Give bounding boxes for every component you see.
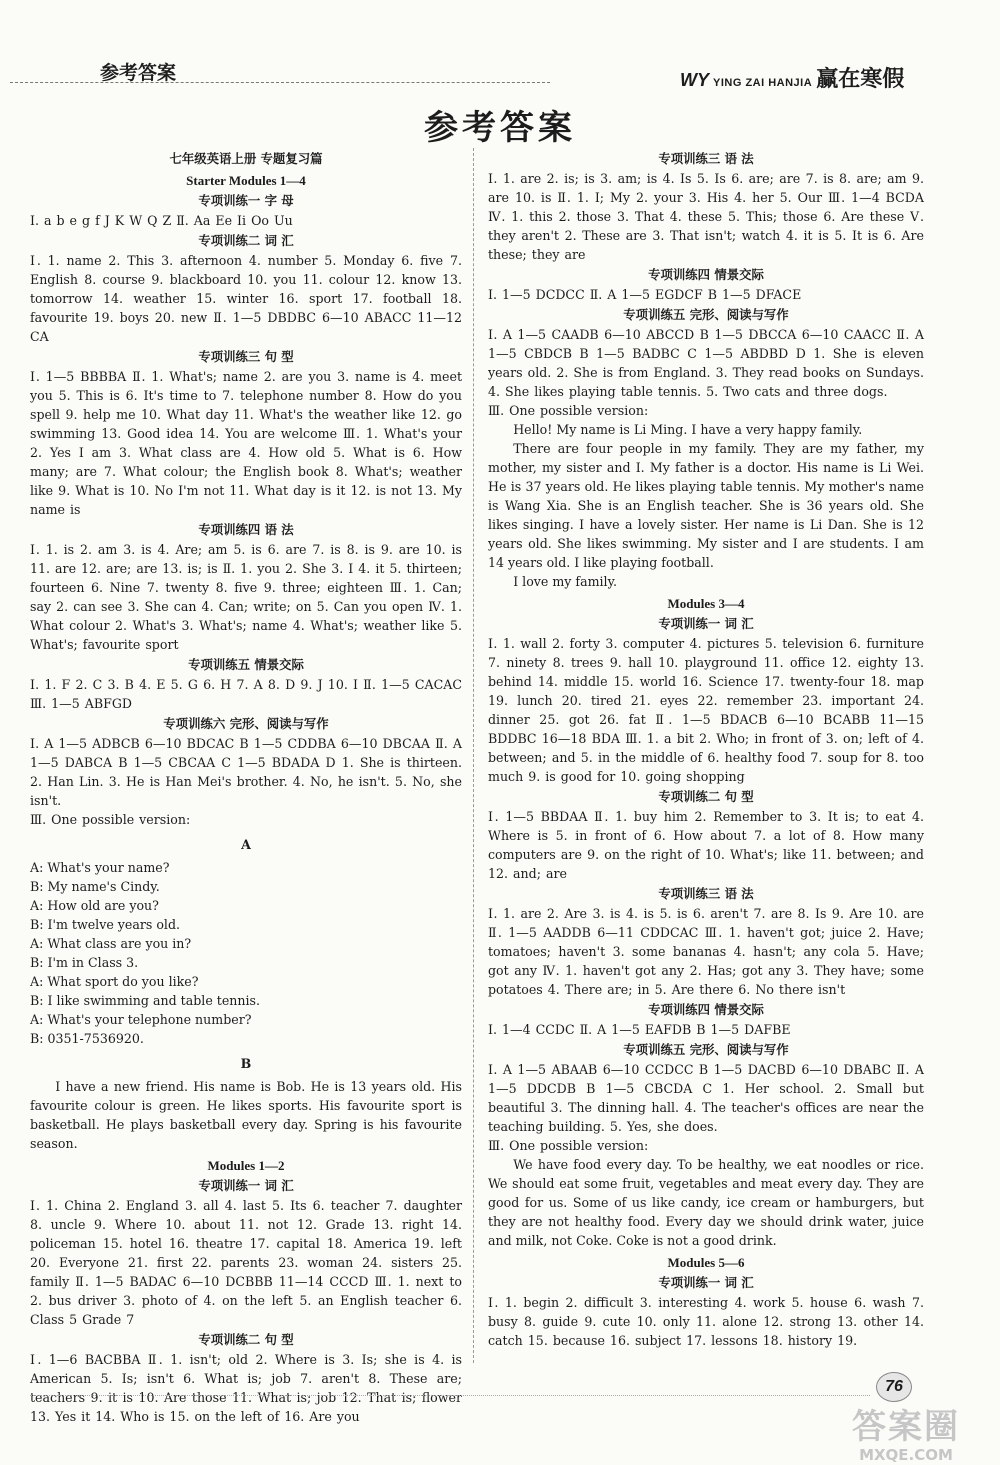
- brand-logo: [680, 62, 904, 93]
- watermark: [826, 1408, 986, 1464]
- footer-rule: [30, 1395, 870, 1396]
- section-heading: 专项训练二 句 型: [198, 1332, 294, 1347]
- answer-paragraph: Ⅲ. One possible version:: [488, 403, 649, 418]
- section-heading: 专项训练四 语 法: [198, 522, 294, 537]
- section-heading: 专项训练三 语 法: [658, 151, 754, 166]
- page-title: 参考答案: [424, 108, 576, 148]
- dialogue-line: B: I'm in Class 3.: [30, 955, 139, 970]
- essay-paragraph: There are four people in my family. They are my father, my mother, my sister and I. My father is a doctor. His name is Li Wei. He is 37 years old. He likes playing table tennis. My mother's name is Wang Xia. She is an English teacher. She is 36 years old. She likes singing. I have a lovely sister. Her name is Li Dan. She is 12 years old. She likes swimming. My sister and I are students. I am 14 years old. I like playing football.: [488, 441, 924, 570]
- answer-paragraph: Ⅰ. 1. F 2. C 3. B 4. E 5. G 6. H 7. A 8. D 9. J 10. I Ⅱ. 1—5 CACAC Ⅲ. 1—5 ABFGD: [30, 677, 462, 711]
- brand-wy: WY: [680, 70, 709, 90]
- dialogue-line: A: How old are you?: [30, 898, 159, 913]
- answer-paragraph: Ⅲ. One possible version:: [488, 1138, 649, 1153]
- answer-paragraph: Ⅲ. One possible version:: [30, 812, 191, 827]
- section-heading: 专项训练五 完形、阅读与写作: [623, 1042, 789, 1057]
- watermark-logo-text: 答案圈: [852, 1407, 960, 1447]
- essay-paragraph: We have food every day. To be healthy, we eat noodles or rice. We should eat some fruit, vegetables and meat every day. They are good for us. Some of us like candy, ice cream or hamburgers, but they are not healthy food. Every day we should drink water, juice and milk, not Coke. Coke is not a good drink.: [488, 1157, 924, 1248]
- answer-paragraph: Ⅰ. A 1—5 ABAAB 6—10 CCDCC B 1—5 DACBD 6—10 DBABC Ⅱ. A 1—5 DDCDB B 1—5 CBCDA C 1. Her school. 2. Small but beautiful 3. The dinning hall. 4. The teacher's offices are near the teaching building. 5. Yes, she does.: [488, 1062, 924, 1134]
- dialogue-line: B: I like swimming and table tennis.: [30, 993, 261, 1008]
- answer-paragraph: Ⅰ. 1—4 CCDC Ⅱ. A 1—5 EAFDB B 1—5 DAFBE: [488, 1022, 791, 1037]
- answer-paragraph: Ⅰ. 1—5 BBDAA Ⅱ. 1. buy him 2. Remember to 3. It is; to eat 4. Where is 5. in front of 6. How about 7. a lot of 8. How many computers are 9. on the right of 10. What's; like 11. between; and 12. and; are: [488, 809, 924, 881]
- module-heading: Starter Modules 1—4: [186, 173, 306, 188]
- section-heading: 专项训练三 语 法: [658, 886, 754, 901]
- module-heading: Modules 5—6: [667, 1255, 745, 1270]
- section-heading: 专项训练一 词 汇: [658, 616, 754, 631]
- section-heading: 专项训练五 完形、阅读与写作: [623, 307, 789, 322]
- section-heading: 专项训练五 情景交际: [188, 657, 304, 672]
- section-heading: 专项训练三 句 型: [198, 349, 294, 364]
- answer-paragraph: Ⅰ. 1—5 BBBBA Ⅱ. 1. What's; name 2. are you 3. name is 4. meet you 5. This is 6. It's time to 7. telephone number 8. How do you spell 9. help me 10. What day 11. What's the weather like 12. go swimming 13. Good idea 14. You are welcome Ⅲ. 1. What's your 2. Yes I am 3. What class are 4. How old 5. What is 6. How many; are 7. What colour; the English book 8. What's; weather like 9. What is 10. No I'm not 11. What day is it 12. is not 13. My name is: [30, 369, 462, 517]
- sub-heading: A: [241, 837, 251, 852]
- answer-paragraph: Ⅰ. 1. are 2. is; is 3. am; is 4. Is 5. Is 6. are; are 7. is 8. are; am 9. are 10. is Ⅱ. 1. I; My 2. your 3. His 4. her 5. Our Ⅲ. 1—4 BCDA Ⅳ. 1. this 2. those 3. That 4. these 5. This; those 6. Are these Ⅴ. they aren't 2. These are 3. That isn't; watch 4. it is 5. It is 6. Are these; they are: [488, 171, 924, 262]
- section-heading: 专项训练二 句 型: [658, 789, 754, 804]
- brand-pinyin: YING ZAI HANJIA: [713, 77, 813, 89]
- dialogue-line: A: What's your name?: [30, 860, 170, 875]
- essay-paragraph: I love my family.: [513, 574, 618, 589]
- essay-paragraph: I have a new friend. His name is Bob. He is 13 years old. His favourite colour is green. He likes sports. His favourite sport is basketball. He plays basketball every day. Spring is his favourite season.: [30, 1079, 462, 1151]
- section-heading: 专项训练一 字 母: [198, 193, 294, 208]
- section-heading: 专项训练六 完形、阅读与写作: [163, 716, 329, 731]
- dialogue-line: B: My name's Cindy.: [30, 879, 160, 894]
- dialogue-line: A: What class are you in?: [30, 936, 192, 951]
- right-column: [488, 148, 924, 1350]
- header-section-label: 参考答案: [100, 62, 177, 84]
- watermark-url: MXQE.COM: [859, 1446, 953, 1464]
- section-heading: 专项训练四 情景交际: [648, 1002, 764, 1017]
- section-heading: 专项训练一 词 汇: [198, 1178, 294, 1193]
- dialogue-line: B: 0351-7536920.: [30, 1031, 144, 1046]
- answer-paragraph: Ⅰ. 1. are 2. Are 3. is 4. is 5. is 6. aren't 7. are 8. Is 9. Are 10. are Ⅱ. 1—5 AADDB 6—11 CDDCAC Ⅲ. 1. haven't got; juice 2. Have; tomatoes; haven't 3. some bananas 4. hasn't; any cola 5. Have; got any Ⅳ. 1. haven't got any 2. Has; got any 3. They have; some potatoes 4. There are; in 5. Are there 6. No there isn't: [488, 906, 924, 997]
- answer-paragraph: Ⅰ. 1—6 BACBBA Ⅱ. 1. isn't; old 2. Where is 3. Is; she is 4. is American 5. Is; isn't 6. What is; job 7. aren't 8. These are; teachers 9. it is 10. Are those 11. What is; job 12. That is; flower 13. Yes it 14. Who is 15. on the left of 16. Are you: [30, 1352, 462, 1424]
- module-heading: Modules 1—2: [207, 1158, 285, 1173]
- dialogue-line: A: What sport do you like?: [30, 974, 199, 989]
- answer-paragraph: Ⅰ. A 1—5 ADBCB 6—10 BDCAC B 1—5 CDDBA 6—10 DBCAA Ⅱ. A 1—5 DABCA B 1—5 CBCAA C 1—5 BDADA D 1. She is thirteen. 2. Han Lin. 3. He is Han Mei's brother. 4. No, he isn't. 5. No, she isn't.: [30, 736, 462, 808]
- answer-paragraph: Ⅰ. A 1—5 CAADB 6—10 ABCCD B 1—5 DBCCA 6—10 CAACC Ⅱ. A 1—5 CBDCB B 1—5 BADBC C 1—5 ABDBD D 1. She is eleven years old. 2. She is from England. 3. They read books on Sundays. 4. She likes playing table tennis. 5. Two cats and three dogs.: [488, 327, 924, 399]
- sub-heading: B: [240, 1056, 252, 1071]
- left-column: [30, 148, 462, 1426]
- dialogue-line: A: What's your telephone number?: [30, 1012, 252, 1027]
- header-rule: [10, 82, 550, 83]
- answer-paragraph: Ⅰ. 1—5 DCDCC Ⅱ. A 1—5 EGDCF B 1—5 DFACE: [488, 287, 802, 302]
- answer-paragraph: Ⅰ. 1. begin 2. difficult 3. interesting 4. work 5. house 6. wash 7. busy 8. guide 9. cute 10. only 11. alone 12. strong 13. other 14. catch 15. because 16. subject 17. lessons 18. history 19.: [488, 1295, 924, 1348]
- section-heading: 七年级英语上册 专题复习篇: [169, 151, 323, 166]
- section-heading: 专项训练二 词 汇: [198, 233, 294, 248]
- answer-paragraph: Ⅰ. 1. China 2. England 3. all 4. last 5. Its 6. teacher 7. daughter 8. uncle 9. Where 10. about 11. not 12. Grade 13. right 14. policeman 15. hotel 16. theatre 17. capital 18. America 19. left 20. Everyone 21. first 22. parents 23. woman 24. sisters 25. family Ⅱ. 1—5 BADAC 6—10 DCBBB 11—14 CCCD Ⅲ. 1. next to 2. bus driver 3. photo of 4. on the left 5. an English teacher 6. Class 5 Grade 7: [30, 1198, 462, 1327]
- section-heading: 专项训练一 词 汇: [658, 1275, 754, 1290]
- answer-paragraph: Ⅰ. 1. wall 2. forty 3. computer 4. pictures 5. television 6. furniture 7. ninety 8. trees 9. hall 10. playground 11. office 12. eighty 13. behind 14. middle 15. world 16. Science 17. twenty-four 18. map 19. lunch 20. tired 21. eyes 22. remember 23. important 24. dinner 25. got 26. fat Ⅱ. 1—5 BDACB 6—10 BCABB 11—15 BDDBC 16—18 BDA Ⅲ. 1. a bit 2. Who; in front of 3. on; left of 4. between; and 5. in the middle of 6. healthy food 7. soup for 8. too much 9. is good for 10. going shopping: [488, 636, 924, 784]
- brand-chinese: 赢在寒假: [816, 67, 905, 92]
- answer-paragraph: Ⅰ. 1. is 2. am 3. is 4. Are; am 5. is 6. are 7. is 8. is 9. are 10. is 11. are 12. are; are 13. is; is Ⅱ. 1. you 2. She 3. I 4. it 5. thirteen; fourteen 6. Nine 7. twenty 8. five 9. three; eighteen Ⅲ. 1. Can; say 2. can see 3. She can 4. Can; write; on 5. Can you open Ⅳ. 1. What colour 2. What's 3. What's; name 4. What's; weather like 5. What's; favourite sport: [30, 542, 462, 652]
- module-heading: Modules 3—4: [667, 596, 745, 611]
- dialogue-line: B: I'm twelve years old.: [30, 917, 181, 932]
- section-heading: 专项训练四 情景交际: [648, 267, 764, 282]
- answer-paragraph: Ⅰ. a b e g f J K W Q Z Ⅱ. Aa Ee Ii Oo Uu: [30, 213, 293, 228]
- answer-paragraph: Ⅰ. 1. name 2. This 3. afternoon 4. number 5. Monday 6. five 7. English 8. course 9. blackboard 10. you 11. colour 12. know 13. tomorrow 14. weather 15. winter 16. sport 17. football 18. favourite 19. boys 20. new Ⅱ. 1—5 DBDBC 6—10 ABACC 11—12 CA: [30, 253, 462, 344]
- essay-paragraph: Hello! My name is Li Ming. I have a very happy family.: [513, 422, 863, 437]
- page-number: 76: [876, 1372, 912, 1402]
- column-divider: [473, 148, 474, 1363]
